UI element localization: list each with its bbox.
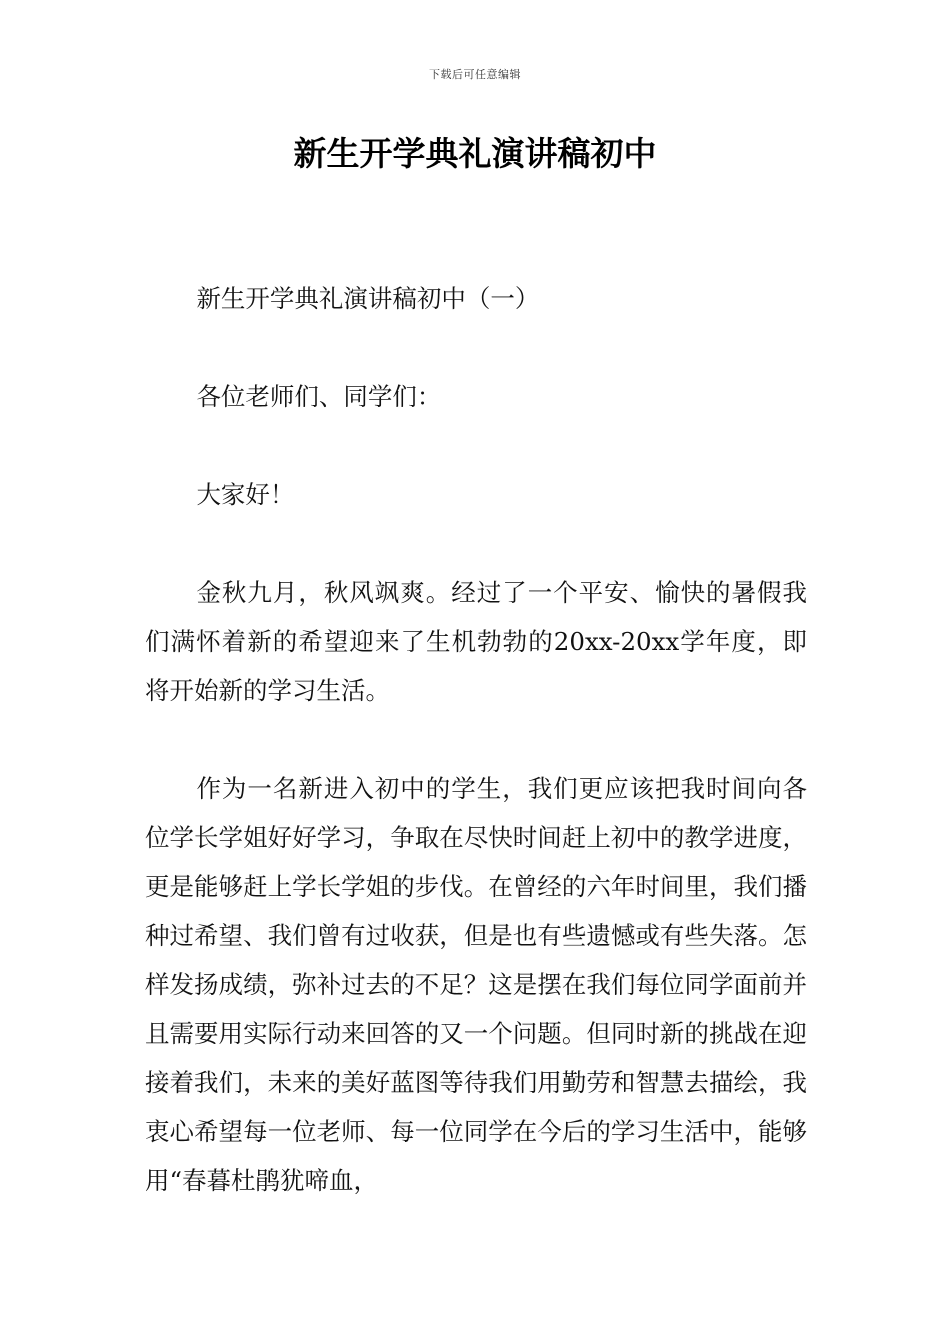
section-heading: 新生开学典礼演讲稿初中（一） <box>196 284 540 313</box>
document-title: 新生开学典礼演讲稿初中 <box>293 134 657 173</box>
header-note: 下载后可任意编辑 <box>429 68 521 81</box>
salutation: 各位老师们、同学们： <box>196 382 442 411</box>
greeting: 大家好！ <box>196 480 295 509</box>
body-paragraph: 作为一名新进入初中的学生，我们更应该把我时间向各位学长学姐好好学习，争取在尽快时间赶上初中的教学进度，更是能够赶上学长学姐的步伐。在曾经的六年时间里，我们播种过希望、我们曾有过收获，但是也有些遗憾或有些失落。怎样发扬成绩，弥补过去的不足？这是摆在我们每位同学面前并且需要用实际行动来回答的又一个问题。但同时新的挑战在迎接着我们，未来的美好蓝图等待我们用勤劳和智慧去描绘，我衷心希望每一位老师、每一位同学在今后的学习生活中，能够用“春暮杜鹃犹啼血， <box>145 774 807 1195</box>
document-body <box>145 274 807 1205</box>
body-paragraph: 金秋九月，秋风飒爽。经过了一个平安、愉快的暑假我们满怀着新的希望迎来了生机勃勃的20xx-20xx学年度，即将开始新的学习生活。 <box>145 578 807 705</box>
